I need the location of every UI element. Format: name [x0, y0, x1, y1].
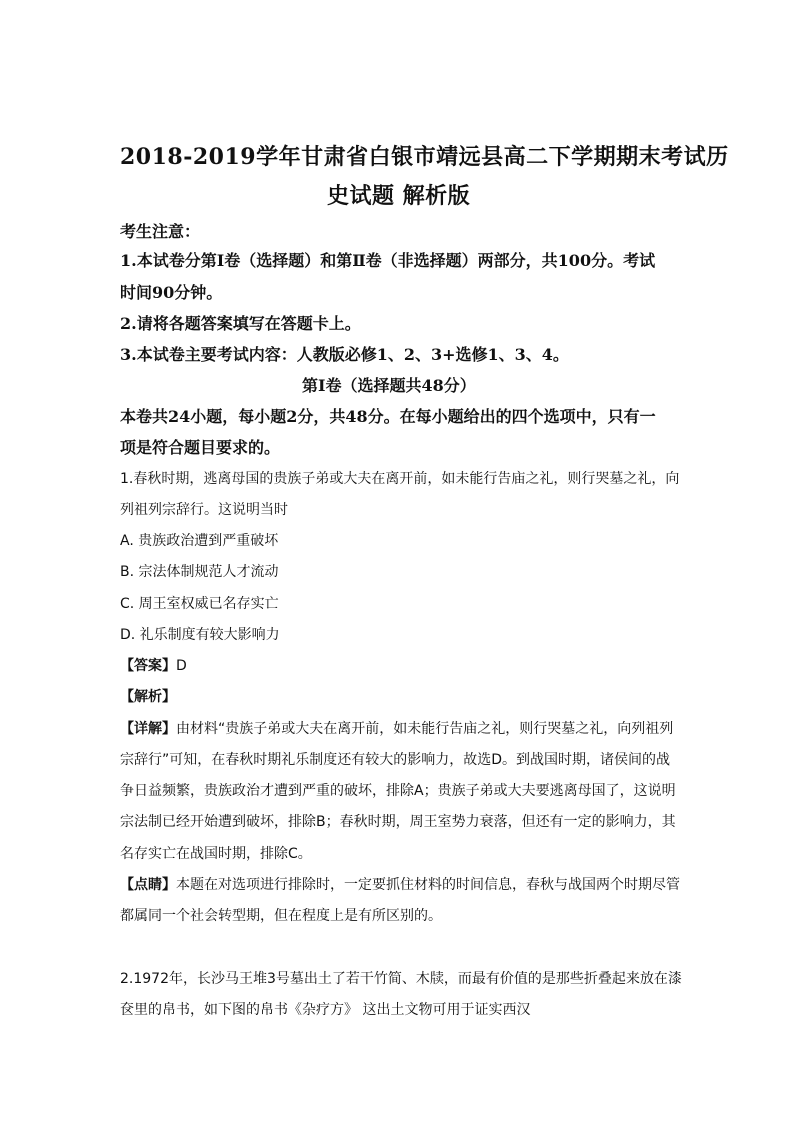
q1-answer: [120, 655, 187, 675]
q1-detail-line-3: 争日益频繁，贵族政治才遭到严重的破坏，排除A；贵族子弟或大夫要逃离母国了，这说明: [120, 783, 676, 799]
q1-remark-line-2: 都属同一个社会转型期，但在程度上是有所区别的。: [120, 908, 442, 924]
notice-heading: 考生注意：: [120, 222, 201, 241]
answer-value: D: [176, 658, 187, 674]
doc-title-line-1: 2018-2019学年甘肃省白银市靖远县高二下学期期末考试历: [120, 144, 729, 170]
doc-title-line-2: 史试题 解析版: [327, 183, 471, 209]
notice-item-1a: 1.本试卷分第Ⅰ卷（选择题）和第Ⅱ卷（非选择题）两部分，共100分。考试: [120, 251, 656, 270]
q1-option-a: A. 贵族政治遭到严重破坏: [120, 533, 279, 549]
q1-detail-line-1: [120, 718, 673, 738]
notice-item-2: 2.请将各题答案填写在答题卡上。: [120, 314, 361, 333]
q1-option-c: C. 周王室权威已名存实亡: [120, 596, 279, 612]
section-description-a: 本卷共24小题，每小题2分，共48分。在每小题给出的四个选项中，只有一: [120, 407, 656, 426]
q1-stem-a: 1.春秋时期，逃离母国的贵族子弟或大夫在离开前，如未能行告庙之礼，则行哭墓之礼，向: [120, 471, 680, 487]
q1-detail-line-2: 宗辞行”可知，在春秋时期礼乐制度还有较大的影响力，故选D。到战国时期，诸侯间的战: [120, 752, 671, 768]
q1-detail-line-5: 名存实亡在战国时期，排除C。: [120, 846, 312, 862]
q2-stem-b: 奁里的帛书，如下图的帛书《杂疗方》 这出土文物可用于证实西汉: [120, 1002, 531, 1018]
q1-analysis-tag: 【解析】: [120, 689, 176, 705]
answer-tag: 【答案】: [120, 658, 176, 674]
q2-stem-a: 2.1972年，长沙马王堆3号墓出土了若干竹简、木牍，而最有价值的是那些折叠起来放在漆: [120, 971, 682, 987]
notice-item-1b: 时间90分钟。: [120, 283, 223, 302]
q1-detail-line-4: 宗法制已经开始遭到破坏，排除B；春秋时期，周王室势力衰落，但还有一定的影响力，其: [120, 814, 676, 830]
q1-option-b: B. 宗法体制规范人才流动: [120, 564, 279, 580]
notice-item-3: 3.本试卷主要考试内容：人教版必修1、2、3+选修1、3、4。: [120, 345, 569, 364]
remark-tag: 【点睛】: [120, 877, 176, 893]
section-description-b: 项是符合题目要求的。: [120, 438, 281, 457]
q1-stem-b: 列祖列宗辞行。这说明当时: [120, 502, 288, 518]
detail-tag: 【详解】: [120, 721, 176, 737]
remark-text-1: 本题在对选项进行排除时，一定要抓住材料的时间信息，春秋与战国两个时期尽管: [176, 877, 680, 893]
section-title: 第Ⅰ卷（选择题共48分）: [302, 376, 476, 395]
q1-option-d: D. 礼乐制度有较大影响力: [120, 627, 280, 643]
q1-remark-line-1: [120, 874, 680, 894]
detail-text-1: 由材料“贵族子弟或大夫在离开前，如未能行告庙之礼，则行哭墓之礼，向列祖列: [176, 721, 674, 737]
